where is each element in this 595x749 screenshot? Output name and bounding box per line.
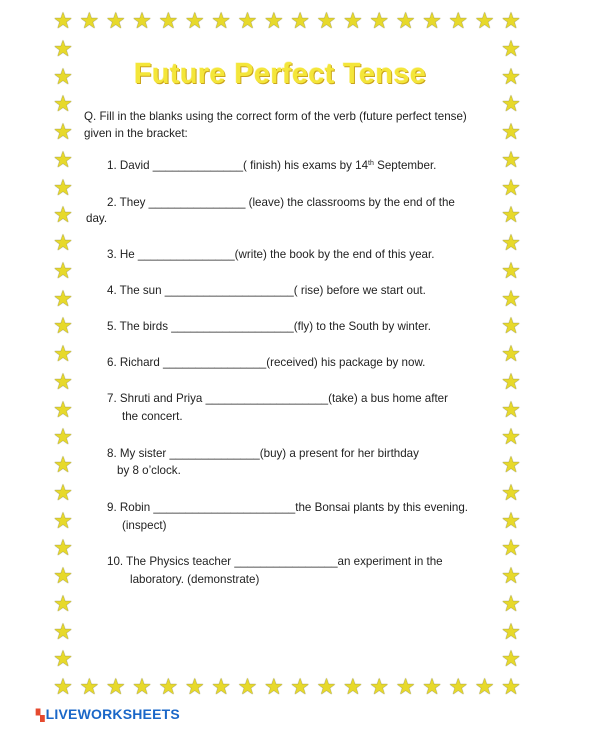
star-icon: ★ <box>53 63 73 89</box>
question-1 <box>107 157 487 175</box>
star-icon: ★ <box>237 674 258 699</box>
star-icon: ★ <box>501 479 521 505</box>
star-icon: ★ <box>211 8 231 33</box>
star-icon: ★ <box>501 230 521 255</box>
instruction-text <box>84 108 484 142</box>
question-2-cont <box>86 210 466 228</box>
question-7-cont <box>122 408 502 426</box>
question-2 <box>107 194 487 212</box>
star-icon: ★ <box>53 35 73 61</box>
star-icon: ★ <box>53 674 73 699</box>
star-icon: ★ <box>237 8 258 33</box>
question-text: 8. My sister ______________(buy) a present for her birthday <box>107 447 419 460</box>
question-text-cont: the concert. <box>122 410 183 423</box>
star-icon: ★ <box>53 257 73 283</box>
star-icon: ★ <box>474 8 495 33</box>
logo-text: LIVEWORKSHEETS <box>45 706 180 722</box>
star-icon: ★ <box>53 174 73 200</box>
star-icon: ★ <box>53 507 73 533</box>
star-icon: ★ <box>501 91 521 117</box>
star-icon: ★ <box>474 674 495 699</box>
question-text: 9. Robin ______________________the Bonsai plants by this evening. <box>107 501 468 514</box>
logo-mark-icon: ▚ <box>36 710 45 722</box>
star-icon: ★ <box>501 646 521 672</box>
star-icon: ★ <box>501 674 521 699</box>
star-icon: ★ <box>158 674 179 699</box>
star-icon: ★ <box>53 396 73 422</box>
star-icon: ★ <box>501 424 521 450</box>
star-icon: ★ <box>343 674 363 699</box>
star-icon: ★ <box>53 119 73 144</box>
star-icon: ★ <box>501 146 521 172</box>
question-10 <box>107 553 487 571</box>
question-text-end: September. <box>373 159 437 172</box>
star-icon: ★ <box>53 563 73 588</box>
star-icon: ★ <box>501 341 521 366</box>
star-icon: ★ <box>369 674 390 699</box>
star-icon: ★ <box>53 479 73 505</box>
star-icon: ★ <box>263 8 284 33</box>
star-icon: ★ <box>290 674 311 699</box>
star-icon: ★ <box>184 674 205 699</box>
star-icon: ★ <box>53 146 73 172</box>
star-icon: ★ <box>501 507 521 533</box>
star-icon: ★ <box>343 8 363 33</box>
star-icon: ★ <box>53 91 73 117</box>
star-icon: ★ <box>448 674 469 699</box>
liveworksheets-logo[interactable] <box>36 706 180 722</box>
star-icon: ★ <box>211 674 231 699</box>
star-icon: ★ <box>501 452 521 477</box>
star-icon: ★ <box>132 8 152 33</box>
star-icon: ★ <box>53 452 73 477</box>
star-icon: ★ <box>53 368 73 394</box>
star-icon: ★ <box>501 119 521 144</box>
question-text: 3. He _______________(write) the book by the end of this year. <box>107 248 435 261</box>
ordinal-suffix: th <box>368 160 374 167</box>
star-icon: ★ <box>79 674 100 699</box>
star-icon: ★ <box>501 35 521 61</box>
question-text: 10. The Physics teacher ________________an experiment in the <box>107 555 443 568</box>
star-icon: ★ <box>79 8 100 33</box>
question-text: 6. Richard ________________(received) his package by now. <box>107 356 426 369</box>
star-icon: ★ <box>501 63 521 89</box>
star-icon: ★ <box>422 674 442 699</box>
question-4 <box>107 282 487 300</box>
star-icon: ★ <box>53 230 73 255</box>
star-icon: ★ <box>184 8 205 33</box>
question-text: 4. The sun ____________________( rise) before we start out. <box>107 284 426 297</box>
star-icon: ★ <box>501 313 521 339</box>
question-text: 7. Shruti and Priya ___________________(take) a bus home after <box>107 392 448 405</box>
star-icon: ★ <box>501 368 521 394</box>
star-icon: ★ <box>395 8 416 33</box>
star-icon: ★ <box>501 535 521 561</box>
question-text-cont: (inspect) <box>122 519 167 532</box>
question-3 <box>107 246 487 264</box>
star-icon: ★ <box>53 535 73 561</box>
question-text-cont: by 8 o’clock. <box>117 464 181 477</box>
question-text-cont: day. <box>86 212 108 225</box>
star-icon: ★ <box>132 674 152 699</box>
star-icon: ★ <box>53 424 73 450</box>
question-text: 5. The birds ___________________(fly) to the South by winter. <box>107 320 431 333</box>
page-title: Future Perfect Tense <box>133 58 427 90</box>
star-icon: ★ <box>53 313 73 339</box>
star-icon: ★ <box>501 257 521 283</box>
star-icon: ★ <box>263 674 284 699</box>
question-9-cont <box>122 517 502 535</box>
question-text: 1. David ______________( finish) his exams by 14 <box>107 159 369 172</box>
star-icon: ★ <box>316 8 337 33</box>
star-icon: ★ <box>501 563 521 588</box>
star-icon: ★ <box>501 8 521 33</box>
star-icon: ★ <box>53 202 73 228</box>
star-icon: ★ <box>369 8 390 33</box>
star-icon: ★ <box>53 590 73 616</box>
star-icon: ★ <box>501 590 521 616</box>
question-7 <box>107 390 487 408</box>
star-icon: ★ <box>53 646 73 672</box>
question-8 <box>107 445 487 463</box>
star-icon: ★ <box>53 341 73 366</box>
star-icon: ★ <box>395 674 416 699</box>
star-icon: ★ <box>501 202 521 228</box>
question-text: 2. They _______________ (leave) the classrooms by the end of the <box>107 196 455 209</box>
question-5 <box>107 318 487 336</box>
question-text-cont: laboratory. (demonstrate) <box>130 573 260 586</box>
star-icon: ★ <box>53 618 73 644</box>
star-icon: ★ <box>501 396 521 422</box>
star-icon: ★ <box>316 674 337 699</box>
star-icon: ★ <box>448 8 469 33</box>
star-icon: ★ <box>501 285 521 311</box>
star-icon: ★ <box>501 174 521 200</box>
star-icon: ★ <box>105 8 126 33</box>
star-icon: ★ <box>422 8 442 33</box>
question-6 <box>107 354 487 372</box>
star-icon: ★ <box>53 285 73 311</box>
question-9 <box>107 499 487 517</box>
question-8-cont <box>117 462 497 480</box>
star-icon: ★ <box>53 8 73 33</box>
instruction-label: Q. Fill in the blanks using the correct form of the verb (future perfect tense) given in the bracket: <box>84 110 467 140</box>
question-10-cont <box>130 571 510 589</box>
star-icon: ★ <box>158 8 179 33</box>
star-icon: ★ <box>290 8 311 33</box>
star-icon: ★ <box>501 618 521 644</box>
star-icon: ★ <box>105 674 126 699</box>
